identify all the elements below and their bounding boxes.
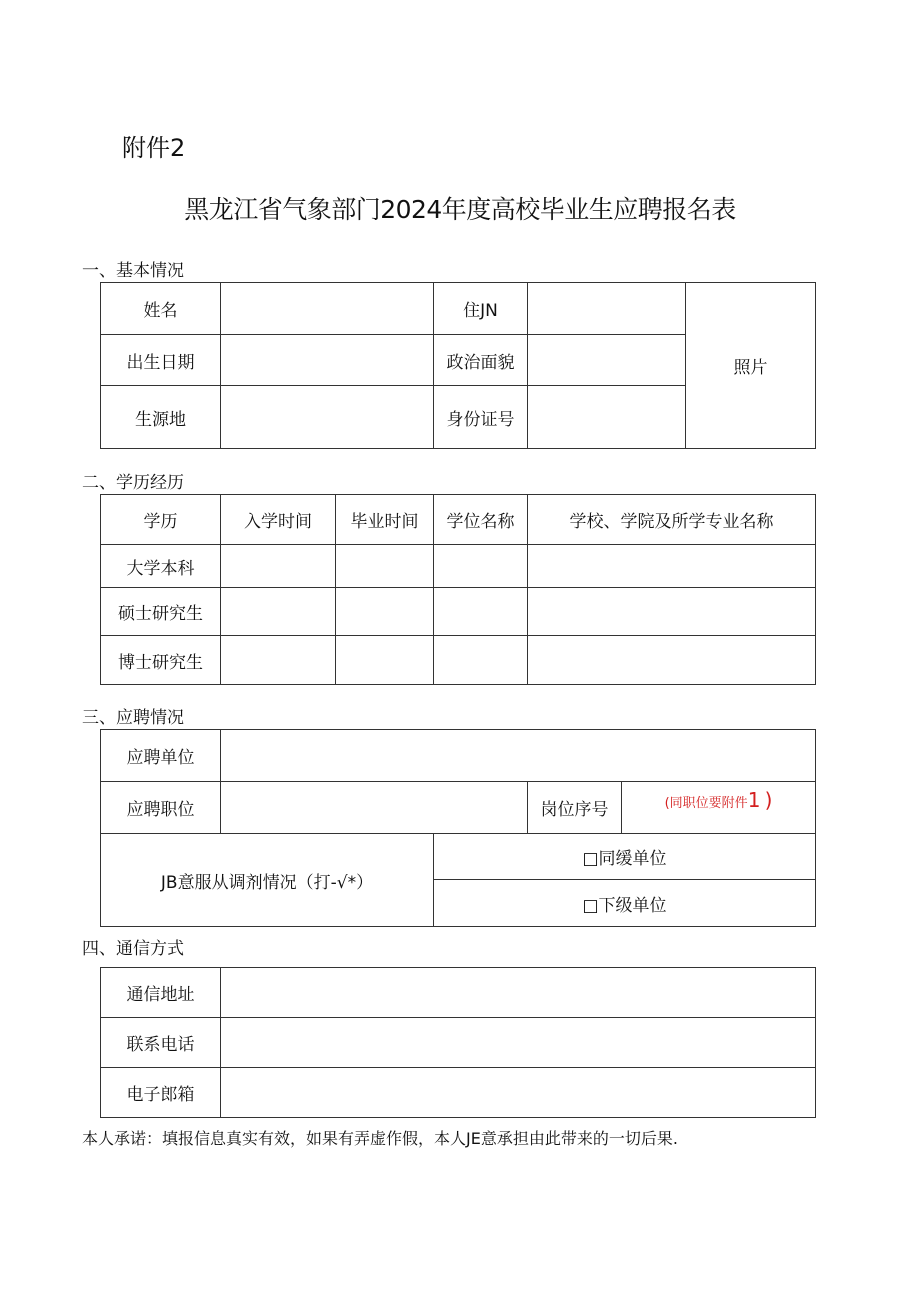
unit-label: 应聘单位	[101, 730, 221, 782]
seq-note-text: (同职位要附件1 )	[664, 788, 773, 812]
contact-table	[100, 967, 816, 1118]
edu-cell[interactable]	[221, 588, 336, 636]
edu-cell[interactable]	[221, 545, 336, 588]
edu-cell[interactable]	[528, 636, 816, 685]
edu-row-label: 硕士研究生	[101, 588, 221, 636]
birth-label: 出生日期	[101, 335, 221, 386]
edu-cell[interactable]	[528, 588, 816, 636]
politics-field[interactable]	[528, 335, 686, 386]
edu-cell[interactable]	[434, 545, 528, 588]
basic-info-table	[100, 282, 816, 449]
gender-field[interactable]	[528, 283, 686, 335]
seq-note[interactable]	[622, 782, 816, 834]
option-lower-unit[interactable]: □下级单位	[434, 880, 816, 927]
edu-cell[interactable]	[221, 636, 336, 685]
education-table	[100, 494, 816, 685]
edu-header-degree: 学历	[101, 495, 221, 545]
form-title: 黑龙江省气象部门2024年度高校毕业生应聘报名表	[184, 195, 736, 224]
origin-field[interactable]	[221, 386, 434, 449]
option-same-unit[interactable]: □同缓单位	[434, 834, 816, 880]
section-education-heading: 二、学历经历	[82, 473, 184, 493]
edu-header-title: 学位名称	[434, 495, 528, 545]
id-label: 身份证号	[434, 386, 528, 449]
section-application-heading: 三、应聘情况	[82, 708, 184, 728]
seq-label: 岗位序号	[528, 782, 622, 834]
adjust-label: JB意服从调剂情况（打-√*）	[101, 834, 434, 927]
edu-cell[interactable]	[336, 636, 434, 685]
edu-cell[interactable]	[434, 588, 528, 636]
edu-row-label: 大学本科	[101, 545, 221, 588]
name-field[interactable]	[221, 283, 434, 335]
position-field[interactable]	[221, 782, 528, 834]
unit-field[interactable]	[221, 730, 816, 782]
section-basic-heading: 一、基本情况	[82, 261, 184, 281]
pledge-text: 本人承诺：填报信息真实有效，如果有弄虚作假，本人JE意承担由此带来的一切后果.	[82, 1129, 678, 1148]
section-contact-heading: 四、通信方式	[82, 939, 184, 959]
edu-header-end: 毕业时间	[336, 495, 434, 545]
email-label: 电子郎箱	[101, 1068, 221, 1118]
edu-cell[interactable]	[336, 545, 434, 588]
gender-label: 住JN	[434, 283, 528, 335]
address-label: 通信地址	[101, 968, 221, 1018]
edu-row-label: 博士研究生	[101, 636, 221, 685]
name-label: 姓名	[101, 283, 221, 335]
edu-cell[interactable]	[528, 545, 816, 588]
address-field[interactable]	[221, 968, 816, 1018]
application-table	[100, 729, 816, 927]
attachment-label: 附件2	[122, 134, 186, 162]
table-row	[101, 588, 816, 636]
phone-label: 联系电话	[101, 1018, 221, 1068]
table-row	[101, 636, 816, 685]
email-field[interactable]	[221, 1068, 816, 1118]
phone-field[interactable]	[221, 1018, 816, 1068]
edu-cell[interactable]	[336, 588, 434, 636]
table-row	[101, 545, 816, 588]
edu-cell[interactable]	[434, 636, 528, 685]
birth-field[interactable]	[221, 335, 434, 386]
politics-label: 政治面貌	[434, 335, 528, 386]
photo-cell[interactable]: 照片	[686, 283, 816, 449]
edu-header-start: 入学时间	[221, 495, 336, 545]
id-field[interactable]	[528, 386, 686, 449]
origin-label: 生源地	[101, 386, 221, 449]
position-label: 应聘职位	[101, 782, 221, 834]
edu-header-school: 学校、学院及所学专业名称	[528, 495, 816, 545]
